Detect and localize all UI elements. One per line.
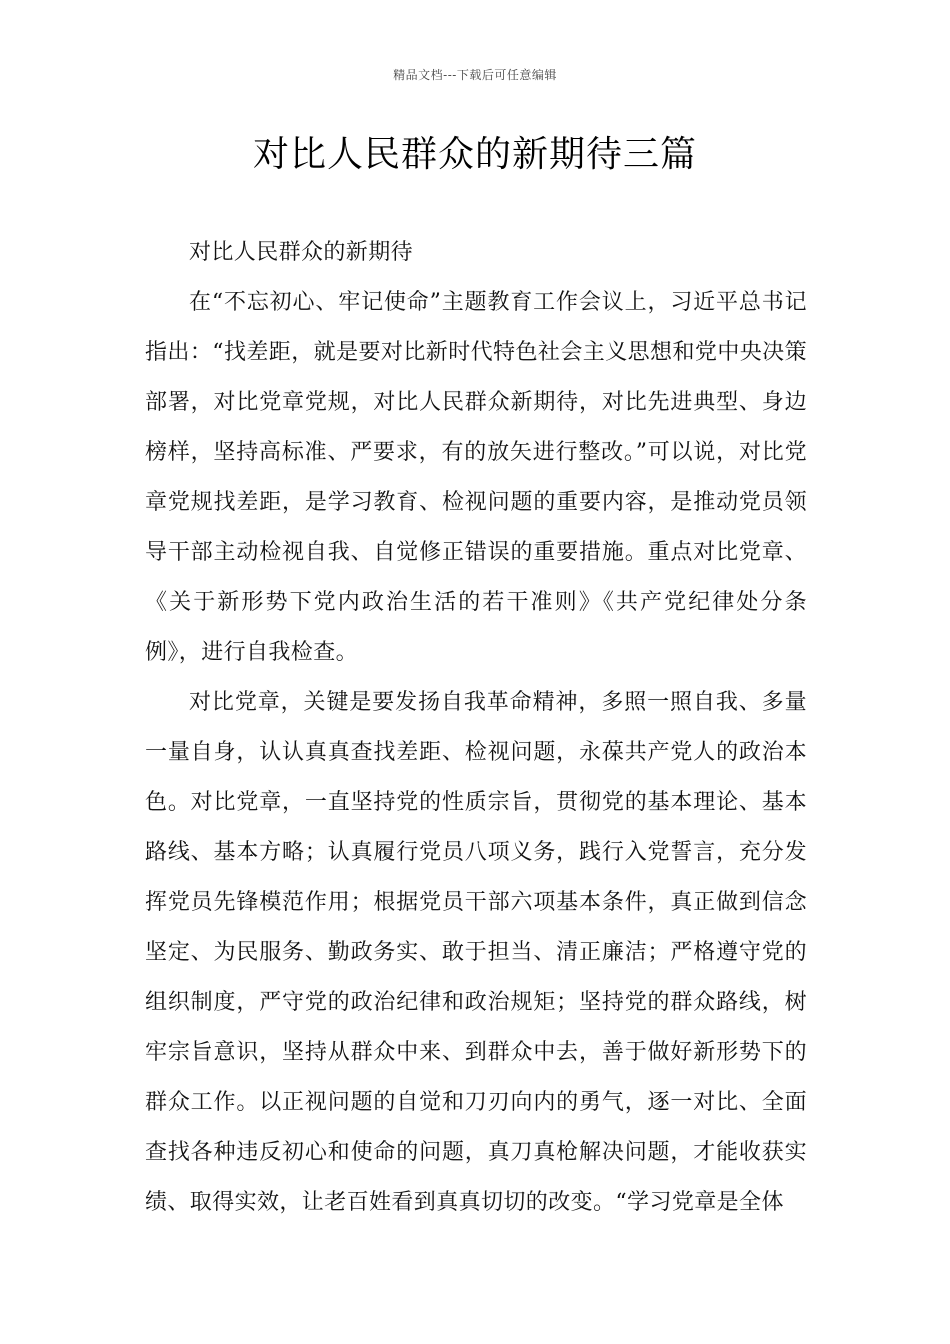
document-body [145, 228, 807, 1228]
body-paragraph: 在“不忘初心、牢记使命”主题教育工作会议上，习近平总书记指出：“找差距，就是要对比新时代特色社会主义思想和党中央决策部署，对比党章党规，对比人民群众新期待，对比先进典型、身边榜样，坚持高标准、严要求，有的放矢进行整改。”可以说，对比党章党规找差距，是学习教育、检视问题的重要内容，是推动党员领导干部主动检视自我、自觉修正错误的重要措施。重点对比党章、《关于新形势下党内政治生活的若干准则》《共产党纪律处分条例》，进行自我检查。 [145, 290, 807, 665]
section-heading: 对比人民群众的新期待 [189, 240, 414, 265]
header-note: 精品文档---下载后可任意编辑 [393, 68, 557, 82]
body-paragraph: 对比党章，关键是要发扬自我革命精神，多照一照自我、多量一量自身，认认真真查找差距、检视问题，永葆共产党人的政治本色。对比党章，一直坚持党的性质宗旨，贯彻党的基本理论、基本路线、基本方略；认真履行党员八项义务，践行入党誓言，充分发挥党员先锋模范作用；根据党员干部六项基本条件，真正做到信念坚定、为民服务、勤政务实、敢于担当、清正廉洁；严格遵守党的组织制度，严守党的政治纪律和政治规矩；坚持党的群众路线，树牢宗旨意识，坚持从群众中来、到群众中去，善于做好新形势下的群众工作。以正视问题的自觉和刀刃向内的勇气，逐一对比、全面查找各种违反初心和使命的问题，真刀真枪解决问题，才能收获实绩、取得实效，让老百姓看到真真切切的改变。“学习党章是全体 [145, 690, 807, 1215]
document-title: 对比人民群众的新期待三篇 [252, 134, 697, 175]
